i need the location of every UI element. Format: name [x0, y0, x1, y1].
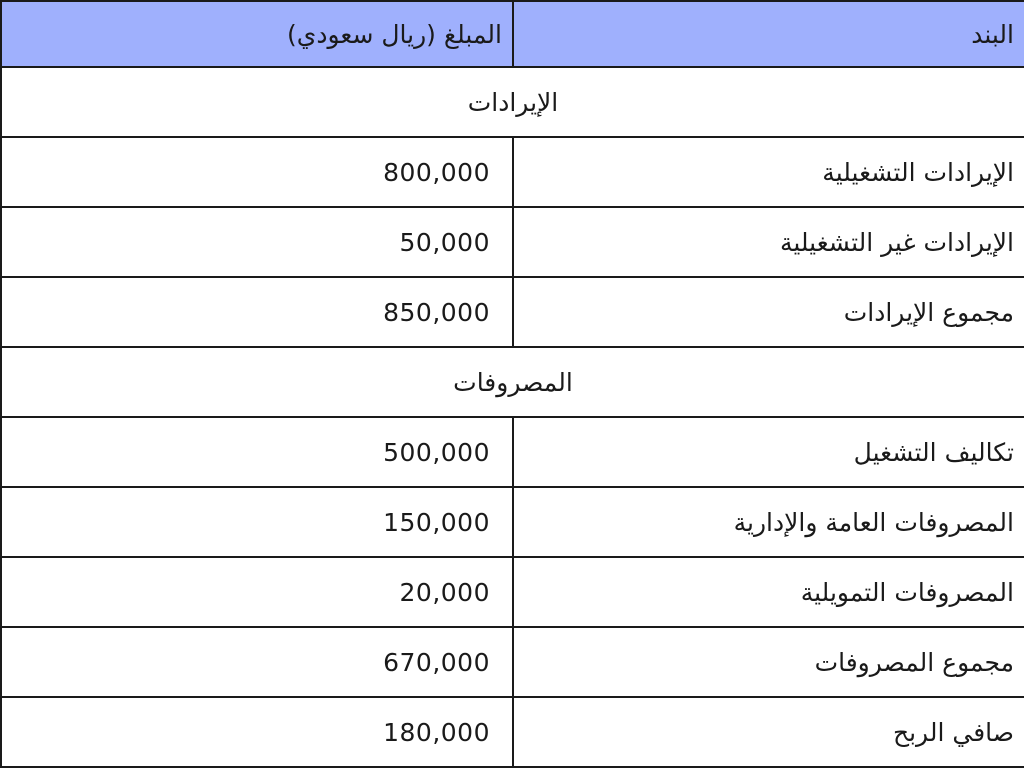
- table-row: [1, 137, 1024, 207]
- row-amount: 150,000: [1, 487, 513, 557]
- section-row-revenues: [1, 67, 1024, 137]
- row-amount: 50,000: [1, 207, 513, 277]
- table-row: [1, 487, 1024, 557]
- row-label: صافي الربح: [513, 697, 1024, 767]
- table-row: [1, 417, 1024, 487]
- row-label: تكاليف التشغيل: [513, 417, 1024, 487]
- row-label: مجموع المصروفات: [513, 627, 1024, 697]
- section-label: الإيرادات: [1, 67, 1024, 137]
- table-row: [1, 277, 1024, 347]
- table-row: [1, 557, 1024, 627]
- row-label: المصروفات العامة والإدارية: [513, 487, 1024, 557]
- table-row: [1, 627, 1024, 697]
- table-row: [1, 207, 1024, 277]
- header-amount: المبلغ (ريال سعودي): [1, 1, 513, 67]
- table-row: [1, 697, 1024, 767]
- row-label: الإيرادات غير التشغيلية: [513, 207, 1024, 277]
- table-header-row: [1, 1, 1024, 67]
- row-label: المصروفات التمويلية: [513, 557, 1024, 627]
- row-label: الإيرادات التشغيلية: [513, 137, 1024, 207]
- row-amount: 800,000: [1, 137, 513, 207]
- row-amount: 180,000: [1, 697, 513, 767]
- row-label: مجموع الإيرادات: [513, 277, 1024, 347]
- section-label: المصروفات: [1, 347, 1024, 417]
- row-amount: 20,000: [1, 557, 513, 627]
- row-amount: 670,000: [1, 627, 513, 697]
- section-row-expenses: [1, 347, 1024, 417]
- header-item: البند: [513, 1, 1024, 67]
- row-amount: 850,000: [1, 277, 513, 347]
- row-amount: 500,000: [1, 417, 513, 487]
